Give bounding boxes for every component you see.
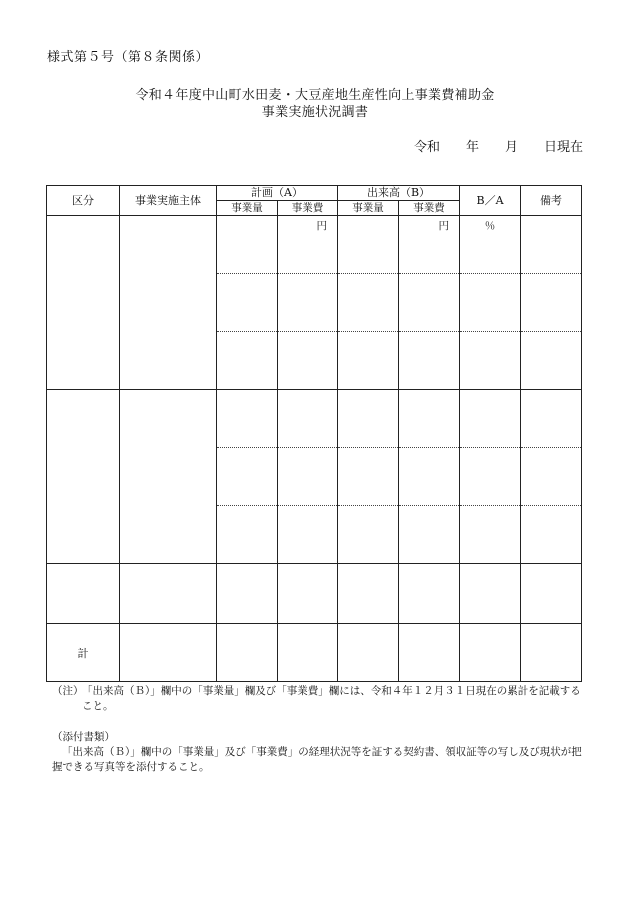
- attachments-text: 「出来高（Ｂ）」欄中の「事業量」及び「事業費」の経理状況等を証する契約書、領収証等の写し及び現状が把握できる写真等を添付すること。: [52, 746, 582, 773]
- note-text: 「出来高（Ｂ）」欄中の「事業量」欄及び「事業費」欄には、令和４年１２月３１日現在の累計を記載すること。: [82, 685, 581, 712]
- implementer-cell: [120, 390, 217, 564]
- actual-quantity-cell: [338, 564, 399, 624]
- plan-cost-cell: [278, 624, 338, 682]
- date-line: 令和 年 月 日現在: [413, 140, 583, 155]
- ratio-cell: [460, 624, 521, 682]
- ratio-cell: [460, 506, 521, 564]
- actual-cost-cell: [399, 564, 460, 624]
- total-row: [47, 624, 582, 682]
- actual-cost-cell: [399, 448, 460, 506]
- table-row: [47, 564, 582, 624]
- note-mark: （注）: [52, 685, 84, 697]
- table-row: [47, 216, 582, 274]
- header-actual: 出来高（B）: [338, 186, 460, 201]
- plan-cost-cell: [278, 448, 338, 506]
- plan-cost-cell: [278, 506, 338, 564]
- actual-cost-cell: [399, 390, 460, 448]
- actual-cost-cell: [399, 332, 460, 390]
- plan-quantity-cell: [217, 274, 278, 332]
- header-category: 区分: [47, 186, 120, 216]
- header-ratio: B／A: [460, 186, 521, 216]
- plan-cost-cell: 円: [278, 216, 338, 274]
- header-implementer: 事業実施主体: [120, 186, 217, 216]
- header-plan: 計画（A）: [217, 186, 338, 201]
- header-plan-cost: 事業費: [278, 201, 338, 216]
- actual-quantity-cell: [338, 624, 399, 682]
- total-label: 計: [47, 624, 120, 682]
- ratio-cell: [460, 564, 521, 624]
- actual-quantity-cell: [338, 390, 399, 448]
- plan-quantity-cell: [217, 448, 278, 506]
- ratio-cell: [460, 448, 521, 506]
- form-number: 様式第５号（第８条関係）: [47, 50, 210, 65]
- plan-quantity-cell: [217, 216, 278, 274]
- status-table: [46, 185, 582, 682]
- actual-cost-cell: 円: [399, 216, 460, 274]
- remarks-cell: [521, 448, 582, 506]
- ratio-cell: ％: [460, 216, 521, 274]
- remarks-cell: [521, 564, 582, 624]
- header-remarks: 備考: [521, 186, 582, 216]
- note-block: [52, 684, 587, 714]
- category-cell: [47, 564, 120, 624]
- remarks-cell: [521, 274, 582, 332]
- plan-quantity-cell: [217, 624, 278, 682]
- remarks-cell: [521, 624, 582, 682]
- implementer-cell: [120, 564, 217, 624]
- plan-quantity-cell: [217, 332, 278, 390]
- remarks-cell: [521, 216, 582, 274]
- header-actual-cost: 事業費: [399, 201, 460, 216]
- category-cell: [47, 216, 120, 390]
- category-cell: [47, 390, 120, 564]
- remarks-cell: [521, 390, 582, 448]
- ratio-cell: [460, 274, 521, 332]
- remarks-cell: [521, 332, 582, 390]
- actual-quantity-cell: [338, 332, 399, 390]
- actual-cost-cell: [399, 506, 460, 564]
- document-subtitle: 事業実施状況調書: [261, 105, 369, 120]
- plan-cost-cell: [278, 332, 338, 390]
- actual-quantity-cell: [338, 216, 399, 274]
- implementer-cell: [120, 624, 217, 682]
- plan-quantity-cell: [217, 390, 278, 448]
- header-actual-quantity: 事業量: [338, 201, 399, 216]
- implementer-cell: [120, 216, 217, 390]
- plan-cost-cell: [278, 390, 338, 448]
- plan-quantity-cell: [217, 564, 278, 624]
- document-title: 令和４年度中山町水田麦・大豆産地生産性向上事業費補助金: [135, 88, 495, 103]
- actual-quantity-cell: [338, 274, 399, 332]
- plan-cost-cell: [278, 564, 338, 624]
- ratio-cell: [460, 332, 521, 390]
- attachments-heading: （添付書類）: [52, 731, 115, 743]
- table-row: [47, 390, 582, 448]
- actual-cost-cell: [399, 274, 460, 332]
- remarks-cell: [521, 506, 582, 564]
- plan-cost-cell: [278, 274, 338, 332]
- actual-cost-cell: [399, 624, 460, 682]
- actual-quantity-cell: [338, 448, 399, 506]
- header-plan-quantity: 事業量: [217, 201, 278, 216]
- actual-quantity-cell: [338, 506, 399, 564]
- ratio-cell: [460, 390, 521, 448]
- plan-quantity-cell: [217, 506, 278, 564]
